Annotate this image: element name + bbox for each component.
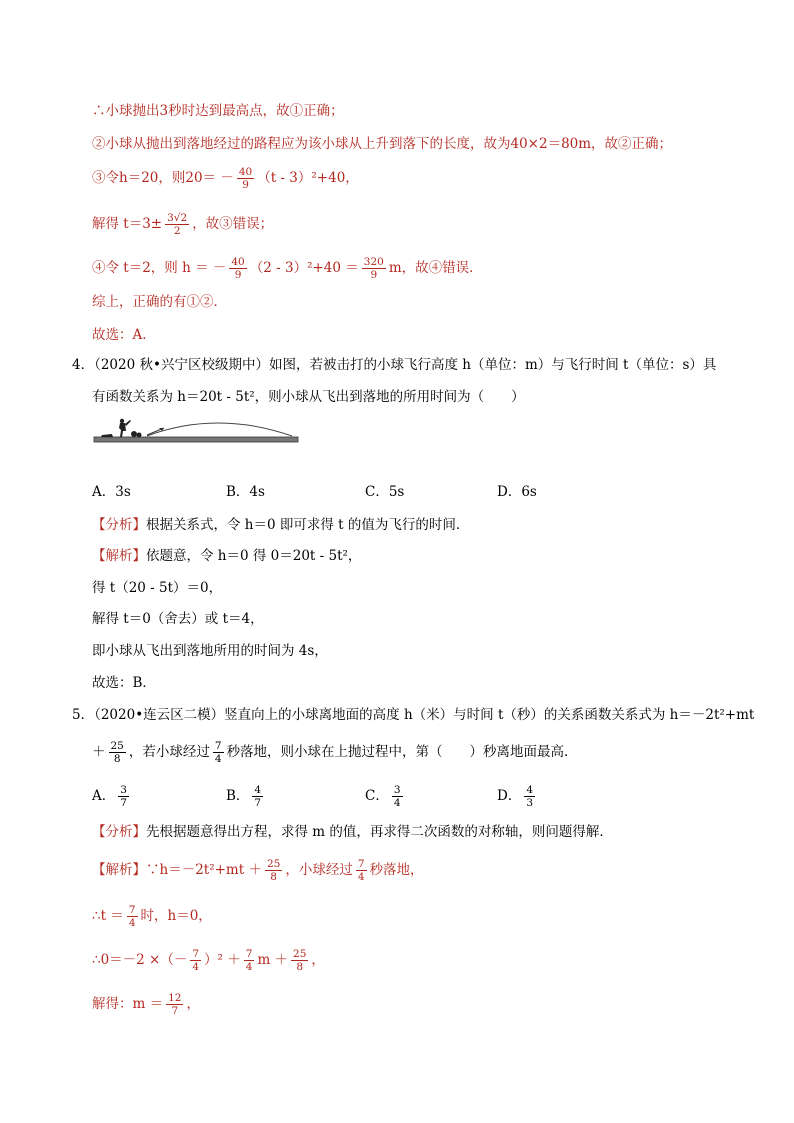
ball-trajectory	[147, 423, 292, 436]
q5-stem-2: ＋ $\frac{25}{8}$ ，若小球经过 $\frac{7}{4}$ 秒落地，则小球在上抛过程中，第（ ）秒离地面最高．	[92, 740, 578, 765]
solution-line-2: ②小球从抛出到落地经过的路程应为该小球从上升到落下的长度，故为40×2＝80m，故②正确；	[92, 136, 673, 152]
q5-solution-4: 解得：m ＝ $\frac{12}{7}$ ，	[92, 992, 200, 1017]
q4-stem-2: 有函数关系为 h＝20t - 5t²，则小球从飞出到落地的所用时间为（ ）	[92, 389, 525, 405]
solution-line-1: ∴小球抛出3秒时达到最高点，故①正确；	[92, 103, 344, 119]
q4-option-b[interactable]: B．4s	[226, 484, 265, 500]
q5-solution-1: 【解析】∵h＝－2t²+mt ＋ $\frac{25}{8}$ ，小球经过 $\frac{7}{4}$ 秒落地，	[92, 858, 424, 883]
q4-option-d[interactable]: D．6s	[497, 484, 537, 500]
q4-solution-4: 即小球从飞出到落地所用的时间为 4s，	[92, 643, 328, 659]
q4-solution-1: 【解析】依题意，令 h＝0 得 0＝20t - 5t²，	[92, 548, 362, 564]
q4-stem-1: 4．（2020 秋•兴宁区校级期中）如图，若被击打的小球飞行高度 h（单位：m）与飞行时间 t（单位：s）具	[72, 357, 717, 373]
ground	[94, 437, 298, 442]
solution-line-6: 综上，正确的有①②．	[92, 294, 227, 310]
q5-option-b[interactable]: B． $\frac{4}{7}$	[226, 784, 262, 809]
q4-option-a[interactable]: A．3s	[92, 484, 131, 500]
q5-option-d[interactable]: D． $\frac{4}{3}$	[497, 784, 534, 809]
golf-trajectory-figure	[92, 418, 302, 444]
q5-option-c[interactable]: C． $\frac{3}{4}$	[365, 784, 401, 809]
q5-solution-2: ∴t ＝ $\frac{7}{4}$ 时，h＝0，	[92, 904, 212, 929]
golfer-silhouette	[101, 419, 142, 438]
solution-line-7: 故选：A．	[92, 327, 156, 343]
q5-stem-1: 5．（2020•连云区二模）竖直向上的小球离地面的高度 h（米）与时间 t（秒）的关系函数关系式为 h＝－2t²+mt	[72, 707, 755, 723]
solution-line-4: 解得 t＝3± $\frac{3√2}{2}$ ，故③错误；	[92, 212, 274, 237]
q4-answer: 故选：B．	[92, 675, 156, 691]
q4-analysis: 【分析】根据关系式，令 h＝0 即可求得 t 的值为飞行的时间．	[92, 517, 470, 533]
q5-option-a[interactable]: A． $\frac{3}{7}$	[92, 784, 127, 809]
solution-line-3: ③令h＝20，则20＝ － $\frac{40}{9}$ （t - 3）²+40，	[92, 166, 359, 191]
q4-option-c[interactable]: C．5s	[365, 484, 405, 500]
q5-analysis: 【分析】先根据题意得出方程，求得 m 的值，再求得二次函数的对称轴，则问题得解．	[92, 824, 613, 840]
q4-solution-3: 解得 t＝0（舍去）或 t＝4，	[92, 611, 264, 627]
solution-line-5: ④令 t＝2，则 h ＝ － $\frac{40}{9}$ （2 - 3）²+40 ＝ $\frac{320}{9}$ m，故④错误．	[92, 256, 483, 281]
q5-solution-3: ∴0＝－2 ×（－ $\frac{7}{4}$ ）² ＋ $\frac{7}{4}$ m ＋ $\frac{25}{8}$ ，	[92, 948, 325, 973]
q4-solution-2: 得 t（20 - 5t）＝0，	[92, 580, 223, 596]
